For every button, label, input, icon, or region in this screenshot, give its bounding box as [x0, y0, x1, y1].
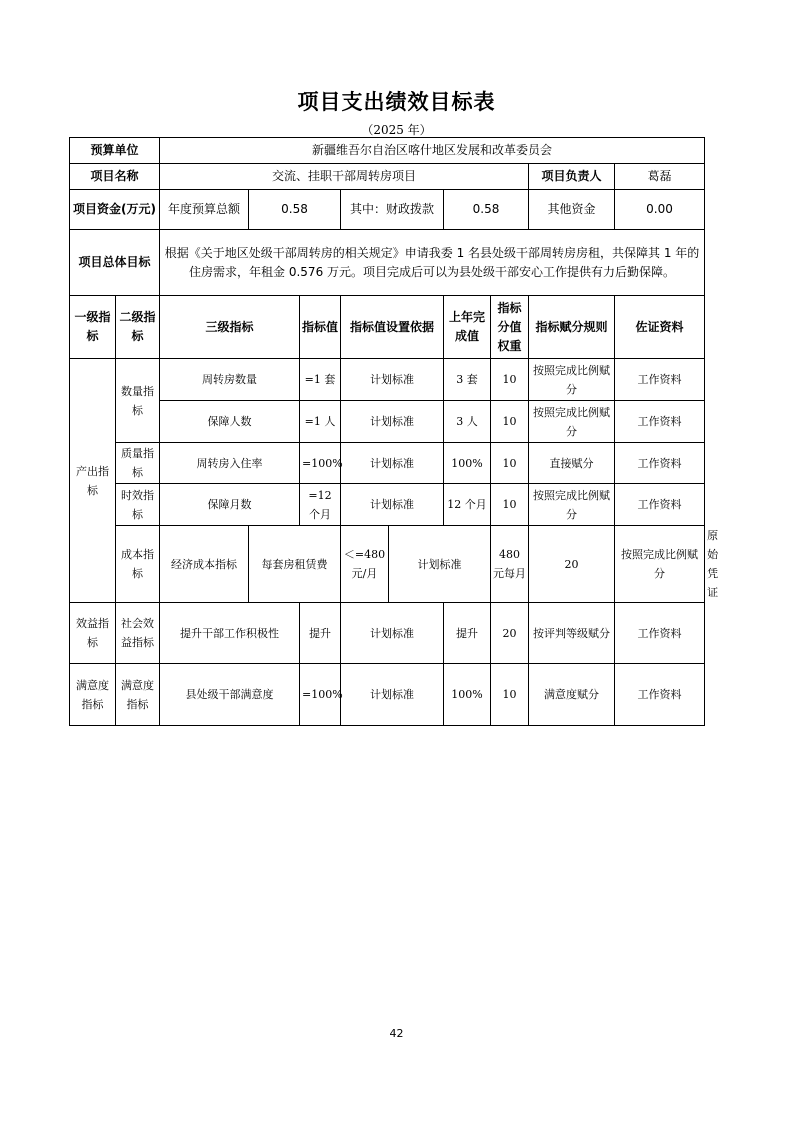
- indicator-value: 提升: [300, 603, 341, 664]
- indicator-last-year: 提升: [444, 603, 491, 664]
- indicator-name: 保障月数: [160, 484, 300, 526]
- header-level1: 一级指标: [70, 296, 116, 359]
- subgroup-social-benefit: 社会效益指标: [116, 603, 160, 664]
- indicator-basis: 计划标准: [341, 401, 444, 443]
- annual-budget-label: 年度预算总额: [160, 190, 249, 230]
- indicator-weight: 10: [491, 664, 529, 726]
- header-basis: 指标值设置依据: [341, 296, 444, 359]
- subgroup-quality: 质量指标: [116, 443, 160, 484]
- indicator-name: 周转房数量: [160, 359, 300, 401]
- indicator-name: 保障人数: [160, 401, 300, 443]
- indicator-name: 周转房入住率: [160, 443, 300, 484]
- header-weight: 指标分值权重: [491, 296, 529, 359]
- indicator-last-year: 3 套: [444, 359, 491, 401]
- indicator-last-year: 100%: [444, 664, 491, 726]
- indicator-evidence: 工作资料: [615, 664, 705, 726]
- project-name-value: 交流、挂职干部周转房项目: [160, 164, 529, 190]
- project-name-label: 项目名称: [70, 164, 160, 190]
- indicator-basis: 计划标准: [341, 664, 444, 726]
- indicator-rule: 按照完成比例赋分: [529, 359, 615, 401]
- indicator-weight: 10: [491, 443, 529, 484]
- group-satisfaction: 满意度指标: [70, 664, 116, 726]
- overall-goal-label: 项目总体目标: [70, 230, 160, 296]
- indicator-weight: 10: [491, 401, 529, 443]
- indicator-basis: 计划标准: [389, 526, 491, 603]
- indicator-value: ＜=480 元/月: [341, 526, 389, 603]
- table-row: [70, 401, 705, 443]
- indicator-name: 县处级干部满意度: [160, 664, 300, 726]
- header-rule: 指标赋分规则: [529, 296, 615, 359]
- indicator-basis: 计划标准: [341, 443, 444, 484]
- year-label: （2025 年）: [361, 123, 432, 137]
- indicator-evidence: 工作资料: [615, 443, 705, 484]
- indicator-basis: 计划标准: [341, 359, 444, 401]
- indicator-value: =1 人: [300, 401, 341, 443]
- indicator-name: 每套房租赁费: [249, 526, 341, 603]
- indicator-last-year: 12 个月: [444, 484, 491, 526]
- header-level3: 三级指标: [160, 296, 300, 359]
- performance-target-table: [69, 137, 719, 726]
- subgroup-time: 时效指标: [116, 484, 160, 526]
- indicator-rule: 按照完成比例赋分: [529, 401, 615, 443]
- header-last-year: 上年完成值: [444, 296, 491, 359]
- table-row: 成本指标 经济成本指标 每套房租赁费 ＜=480 元/月 计划标准 480 元每月 20 按照完成比例赋分 原始凭证: [70, 526, 705, 603]
- budget-unit-label: 预算单位: [70, 138, 160, 164]
- fiscal-allocation-value: 0.58: [444, 190, 529, 230]
- indicator-value: =12 个月: [300, 484, 341, 526]
- header-evidence: 佐证资料: [615, 296, 705, 359]
- indicator-rule: 按照完成比例赋分: [615, 526, 705, 603]
- project-leader-label: 项目负责人: [529, 164, 615, 190]
- page-title: 项目支出绩效目标表: [297, 90, 496, 114]
- project-funds-label: 项目资金(万元): [70, 190, 160, 230]
- indicator-last-year: 3 人: [444, 401, 491, 443]
- project-leader-value: 葛磊: [615, 164, 705, 190]
- indicator-last-year: 480 元每月: [491, 526, 529, 603]
- table-row: [70, 664, 705, 726]
- group-output: 产出指标: [70, 359, 116, 603]
- overall-goal-text: 根据《关于地区处级干部周转房的相关规定》申请我委 1 名县处级干部周转房房租，共保障其 1 年的住房需求，年租金 0.576 万元。项目完成后可以为县处级干部安心工作提供有力后勤保障。: [160, 230, 705, 296]
- indicator-rule: 满意度赋分: [529, 664, 615, 726]
- indicator-basis: 计划标准: [341, 484, 444, 526]
- indicator-last-year: 100%: [444, 443, 491, 484]
- table-row: [70, 443, 705, 484]
- indicator-weight: 20: [529, 526, 615, 603]
- other-funds-label: 其他资金: [529, 190, 615, 230]
- fiscal-allocation-label: 其中：财政拨款: [341, 190, 444, 230]
- subgroup-economic-cost: 经济成本指标: [160, 526, 249, 603]
- indicator-evidence: 工作资料: [615, 603, 705, 664]
- page-number: 42: [389, 1027, 404, 1040]
- indicator-value: =1 套: [300, 359, 341, 401]
- table-row: [70, 484, 705, 526]
- budget-unit-value: 新疆维吾尔自治区喀什地区发展和改革委员会: [160, 138, 705, 164]
- subgroup-quantity: 数量指标: [116, 359, 160, 443]
- other-funds-value: 0.00: [615, 190, 705, 230]
- annual-budget-value: 0.58: [249, 190, 341, 230]
- indicator-evidence: 工作资料: [615, 401, 705, 443]
- group-cost: 成本指标: [116, 526, 160, 603]
- indicator-weight: 10: [491, 359, 529, 401]
- indicator-weight: 10: [491, 484, 529, 526]
- table-row: [70, 603, 705, 664]
- indicator-value: =100%: [300, 443, 341, 484]
- subgroup-satisfaction: 满意度指标: [116, 664, 160, 726]
- indicator-evidence: 工作资料: [615, 484, 705, 526]
- header-value: 指标值: [300, 296, 341, 359]
- indicator-basis: 计划标准: [341, 603, 444, 664]
- header-level2: 二级指标: [116, 296, 160, 359]
- indicator-rule: 按评判等级赋分: [529, 603, 615, 664]
- indicator-name: 提升干部工作积极性: [160, 603, 300, 664]
- indicator-rule: 按照完成比例赋分: [529, 484, 615, 526]
- group-benefit: 效益指标: [70, 603, 116, 664]
- indicator-weight: 20: [491, 603, 529, 664]
- table-row: [70, 359, 705, 401]
- indicator-value: =100%: [300, 664, 341, 726]
- indicator-evidence: 工作资料: [615, 359, 705, 401]
- indicator-rule: 直接赋分: [529, 443, 615, 484]
